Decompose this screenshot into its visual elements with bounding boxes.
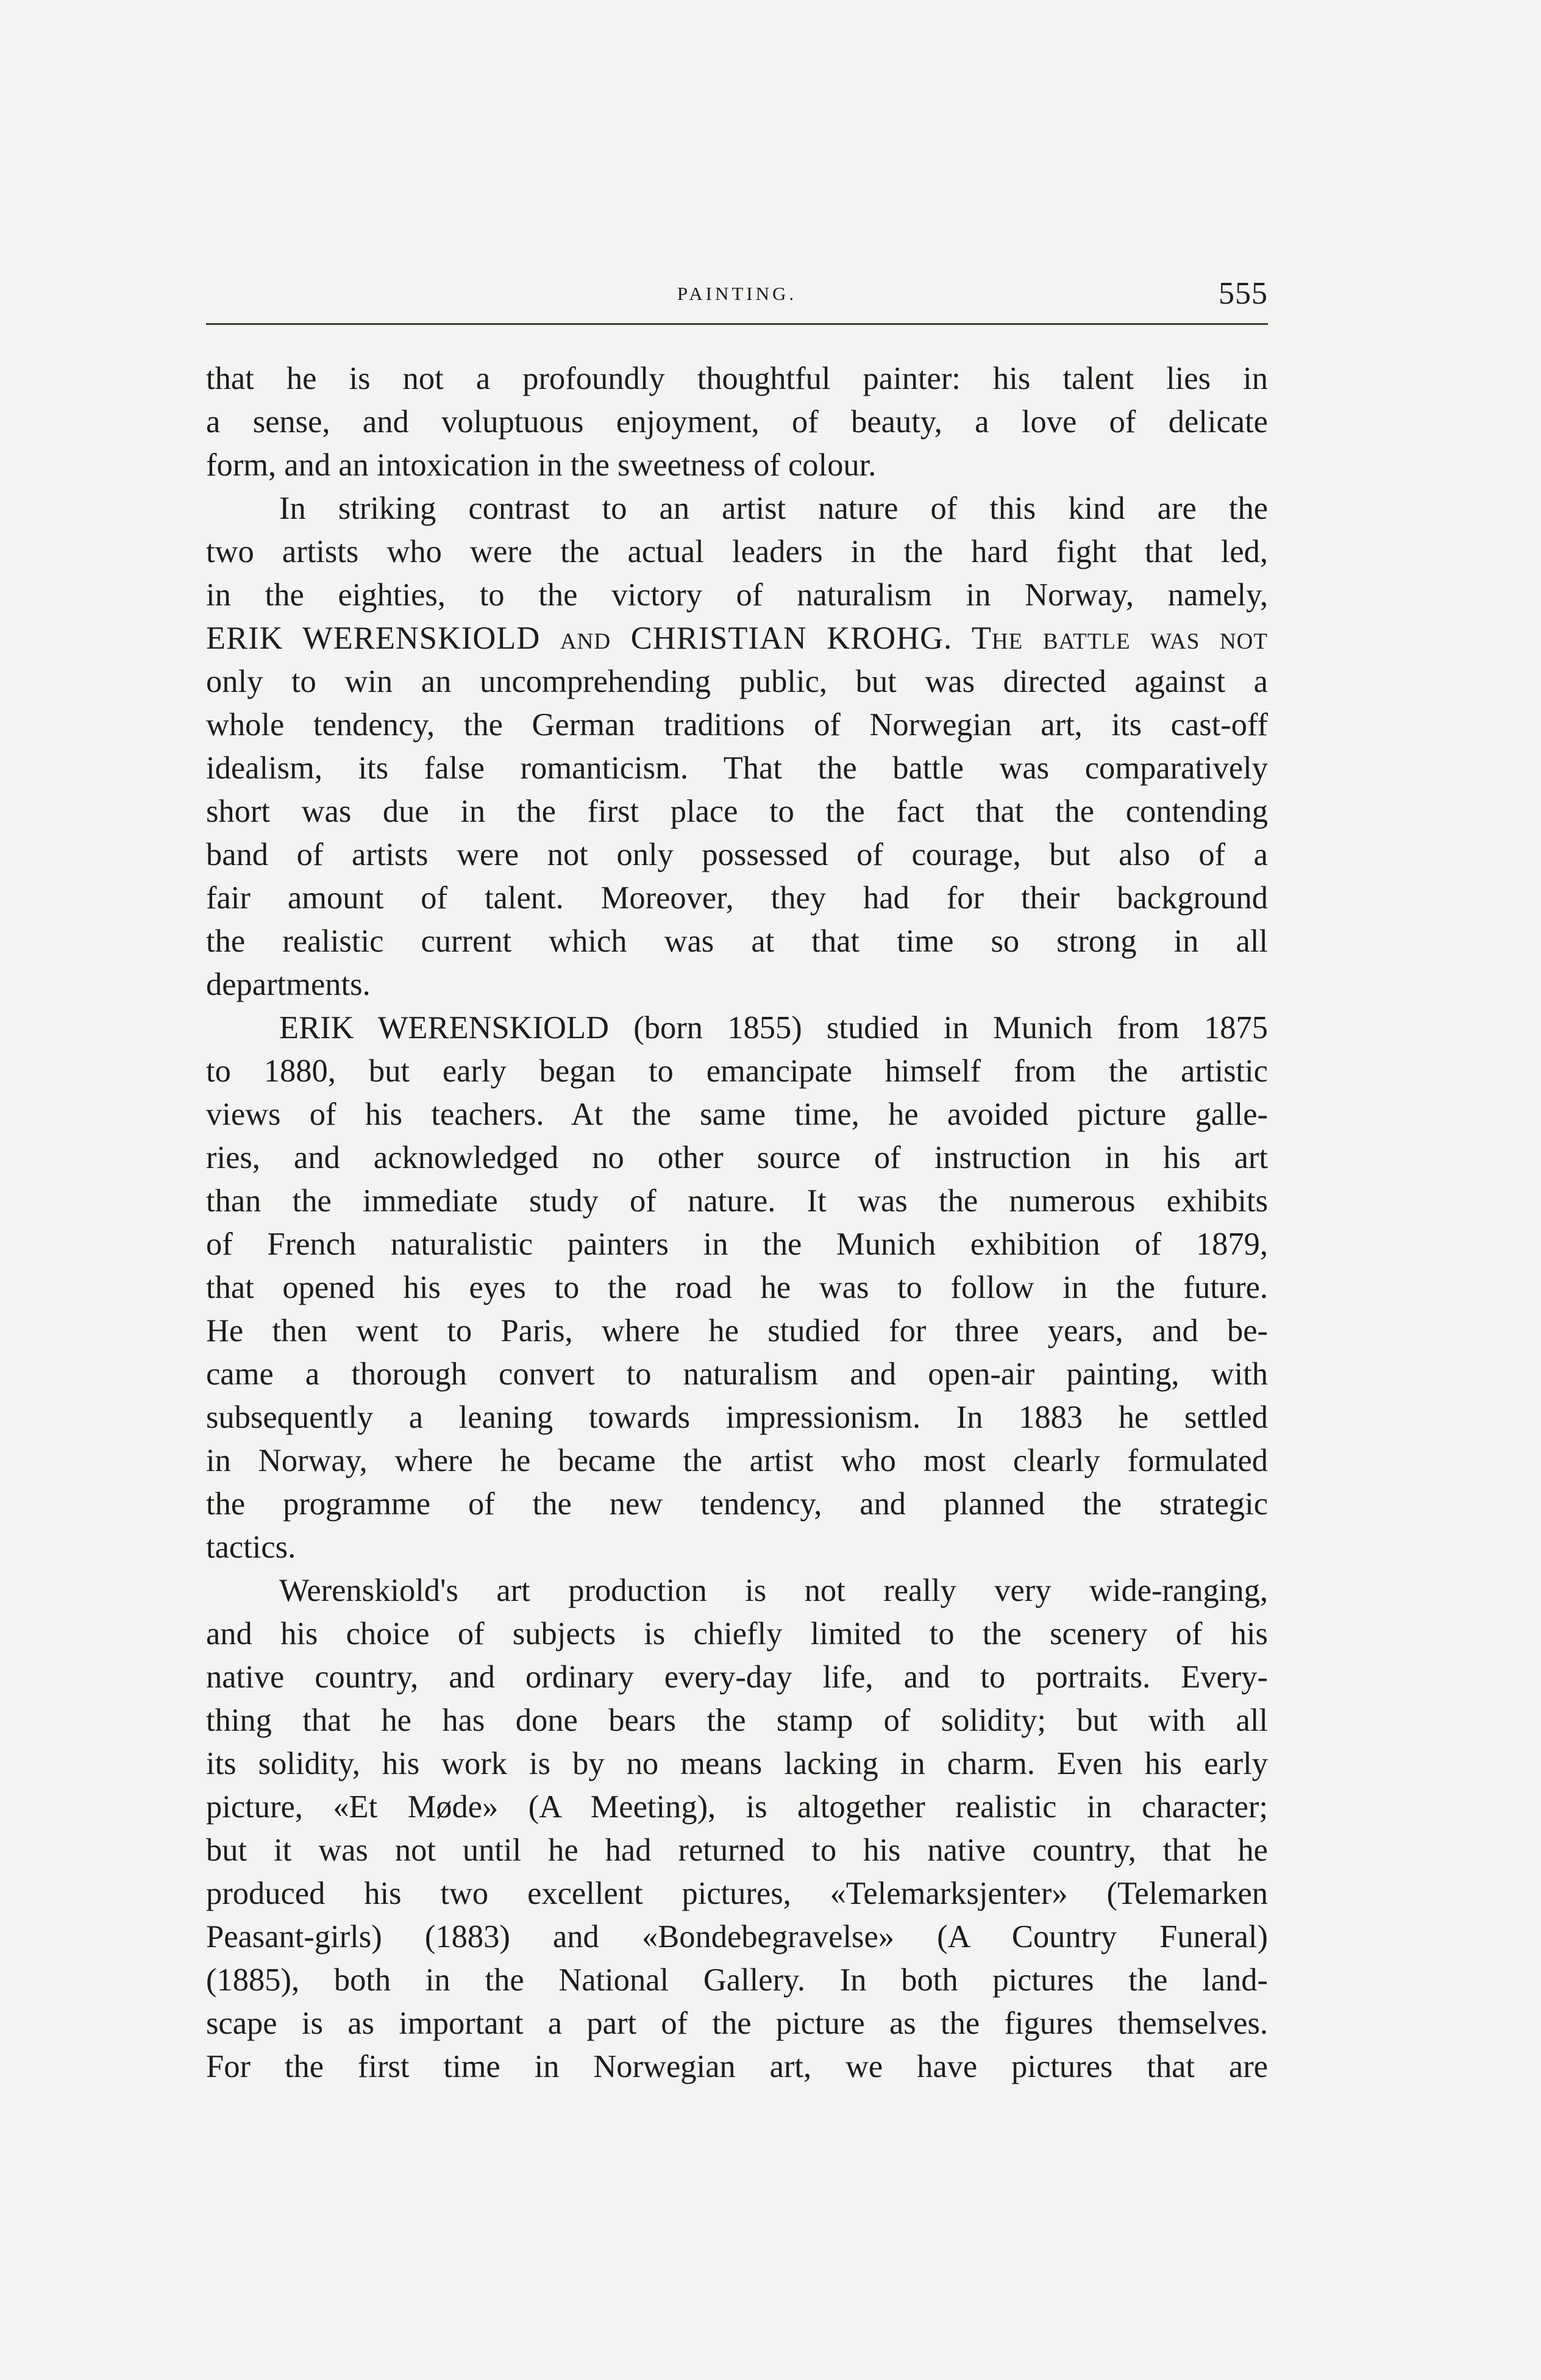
text-line: views of his teachers. At the same time, he avoided picture galle-: [206, 1097, 1268, 1132]
text-line: departments.: [206, 967, 371, 1002]
text-line: ries, and acknowledged no other source of instruction in his art: [206, 1140, 1268, 1175]
text-line: whole tendency, the German traditions of Norwegian art, its cast-off: [206, 707, 1268, 743]
text-line: He then went to Paris, where he studied for three years, and be-: [206, 1313, 1268, 1349]
text-line: short was due in the first place to the fact that the contending: [206, 794, 1268, 829]
text-line: came a thorough convert to naturalism and open-air painting, with: [206, 1356, 1268, 1392]
text-line: the programme of the new tendency, and planned the strategic: [206, 1486, 1268, 1522]
body-text: [206, 357, 1268, 2089]
text-line: form, and an intoxication in the sweetness of colour.: [206, 447, 877, 483]
text-line: and his choice of subjects is chiefly limited to the scenery of his: [206, 1616, 1268, 1651]
header-rule: [206, 323, 1268, 325]
text-line: ERIK WERENSKIOLD and CHRISTIAN KROHG. The battle was not: [206, 621, 1268, 656]
text-line: a sense, and voluptuous enjoyment, of beauty, a love of delicate: [206, 404, 1268, 440]
text-line: thing that he has done bears the stamp of solidity; but with all: [206, 1703, 1268, 1738]
page-header: [206, 276, 1268, 322]
text-line: the realistic current which was at that time so strong in all: [206, 924, 1268, 959]
text-line: subsequently a leaning towards impressionism. In 1883 he settled: [206, 1400, 1268, 1435]
page-number: 555: [1219, 276, 1268, 311]
text-line: produced his two excellent pictures, «Telemarksjenter» (Telemarken: [206, 1876, 1268, 1911]
text-line: to 1880, but early began to emancipate himself from the artistic: [206, 1053, 1268, 1089]
text-line: its solidity, his work is by no means lacking in charm. Even his early: [206, 1746, 1268, 1781]
text-line: in Norway, where he became the artist who most clearly formulated: [206, 1443, 1268, 1478]
text-line: Peasant-girls) (1883) and «Bondebegravelse» (A Country Funeral): [206, 1919, 1268, 1954]
text-line: than the immediate study of nature. It was the numerous exhibits: [206, 1183, 1268, 1219]
text-line: picture, «Et Møde» (A Meeting), is altogether realistic in character;: [206, 1789, 1268, 1825]
text-line: Werenskiold's art production is not really very wide-ranging,: [279, 1573, 1268, 1608]
text-line: that opened his eyes to the road he was to follow in the future.: [206, 1270, 1268, 1305]
text-line: (1885), both in the National Gallery. In both pictures the land-: [206, 1962, 1268, 1998]
text-line: two artists who were the actual leaders in the hard fight that led,: [206, 534, 1268, 569]
text-line: band of artists were not only possessed of courage, but also of a: [206, 837, 1268, 872]
text-line: In striking contrast to an artist nature of this kind are the: [279, 491, 1268, 526]
text-line: of French naturalistic painters in the Munich exhibition of 1879,: [206, 1227, 1268, 1262]
text-line: tactics.: [206, 1530, 296, 1565]
text-line: idealism, its false romanticism. That the battle was comparatively: [206, 750, 1268, 786]
text-line: ERIK WERENSKIOLD (born 1855) studied in Munich from 1875: [279, 1010, 1268, 1046]
text-line: For the first time in Norwegian art, we have pictures that are: [206, 2049, 1268, 2084]
text-line: scape is as important a part of the picture as the figures themselves.: [206, 2006, 1268, 2041]
text-line: only to win an uncomprehending public, but was directed against a: [206, 664, 1268, 699]
running-title: PAINTING.: [677, 283, 797, 304]
text-line: that he is not a profoundly thoughtful painter: his talent lies in: [206, 361, 1268, 396]
text-line: fair amount of talent. Moreover, they had for their background: [206, 880, 1268, 916]
text-line: native country, and ordinary every-day life, and to portraits. Every-: [206, 1659, 1268, 1695]
text-line: in the eighties, to the victory of naturalism in Norway, namely,: [206, 577, 1268, 613]
text-line: but it was not until he had returned to his native country, that he: [206, 1833, 1268, 1868]
